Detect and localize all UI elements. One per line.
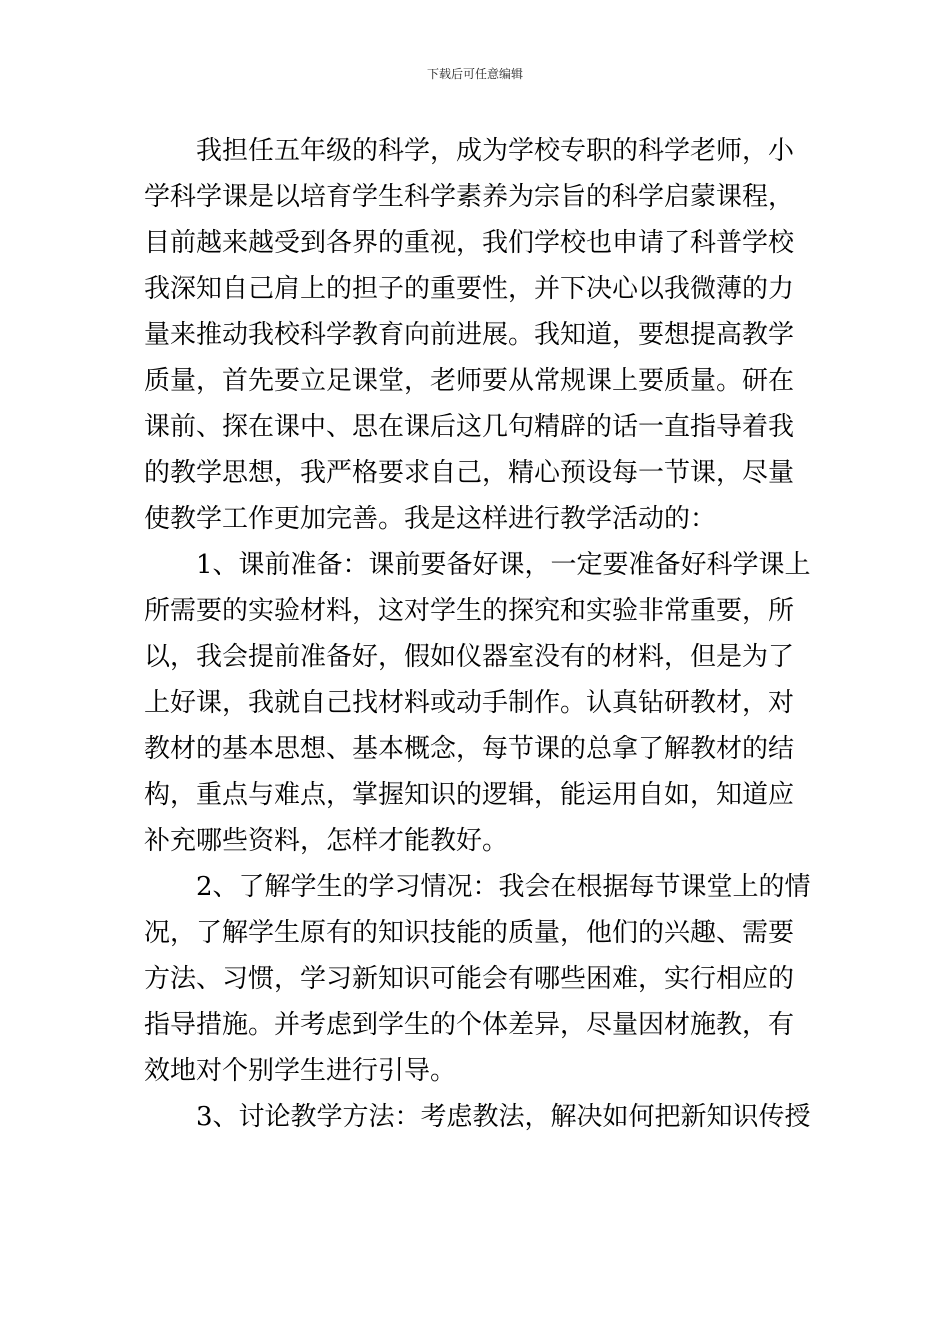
paragraph-line: 方法、习惯，学习新知识可能会有哪些困难，实行相应的 <box>144 964 795 994</box>
paragraph-line: 所需要的实验材料，这对学生的探究和实验非常重要，所 <box>144 596 795 626</box>
paragraph-line: 教材的基本思想、基本概念，每节课的总拿了解教材的结 <box>144 734 795 764</box>
paragraph-line: 我深知自己肩上的担子的重要性，并下决心以我微薄的力 <box>144 274 795 304</box>
paragraph-line: 效地对个别学生进行引导。 <box>144 1056 457 1086</box>
paragraph-line: 况，了解学生原有的知识技能的质量，他们的兴趣、需要 <box>144 918 795 948</box>
paragraph-line: 质量，首先要立足课堂，老师要从常规课上要质量。研在 <box>144 366 795 396</box>
paragraph-line: 目前越来越受到各界的重视，我们学校也申请了科普学校 <box>144 228 795 258</box>
body-text <box>144 128 811 1140</box>
paragraph-line: 指导措施。并考虑到学生的个体差异，尽量因材施教，有 <box>144 1010 795 1040</box>
paragraph-line: 我担任五年级的科学，成为学校专职的科学老师，小 <box>196 136 795 166</box>
paragraph-line: 2、了解学生的学习情况：我会在根据每节课堂上的情 <box>196 872 811 902</box>
paragraph-line: 学科学课是以培育学生科学素养为宗旨的科学启蒙课程， <box>144 182 795 212</box>
page-header-note: 下载后可任意编辑 <box>426 67 523 81</box>
paragraph-line: 3、讨论教学方法：考虑教法，解决如何把新知识传授 <box>196 1102 811 1132</box>
paragraph-line: 使教学工作更加完善。我是这样进行教学活动的： <box>144 504 717 534</box>
paragraph-line: 构，重点与难点，掌握知识的逻辑，能运用自如，知道应 <box>144 780 795 810</box>
paragraph-line: 以，我会提前准备好，假如仪器室没有的材料，但是为了 <box>144 642 795 672</box>
paragraph-line: 量来推动我校科学教育向前进展。我知道，要想提高教学 <box>144 320 795 350</box>
paragraph-line: 上好课，我就自己找材料或动手制作。认真钻研教材，对 <box>144 688 795 718</box>
paragraph-line: 1、课前准备：课前要备好课，一定要准备好科学课上 <box>196 550 811 580</box>
paragraph-line: 课前、探在课中、思在课后这几句精辟的话一直指导着我 <box>144 412 795 442</box>
paragraph-line: 的教学思想，我严格要求自己，精心预设每一节课，尽量 <box>144 458 795 488</box>
paragraph-line: 补充哪些资料，怎样才能教好。 <box>144 826 509 856</box>
